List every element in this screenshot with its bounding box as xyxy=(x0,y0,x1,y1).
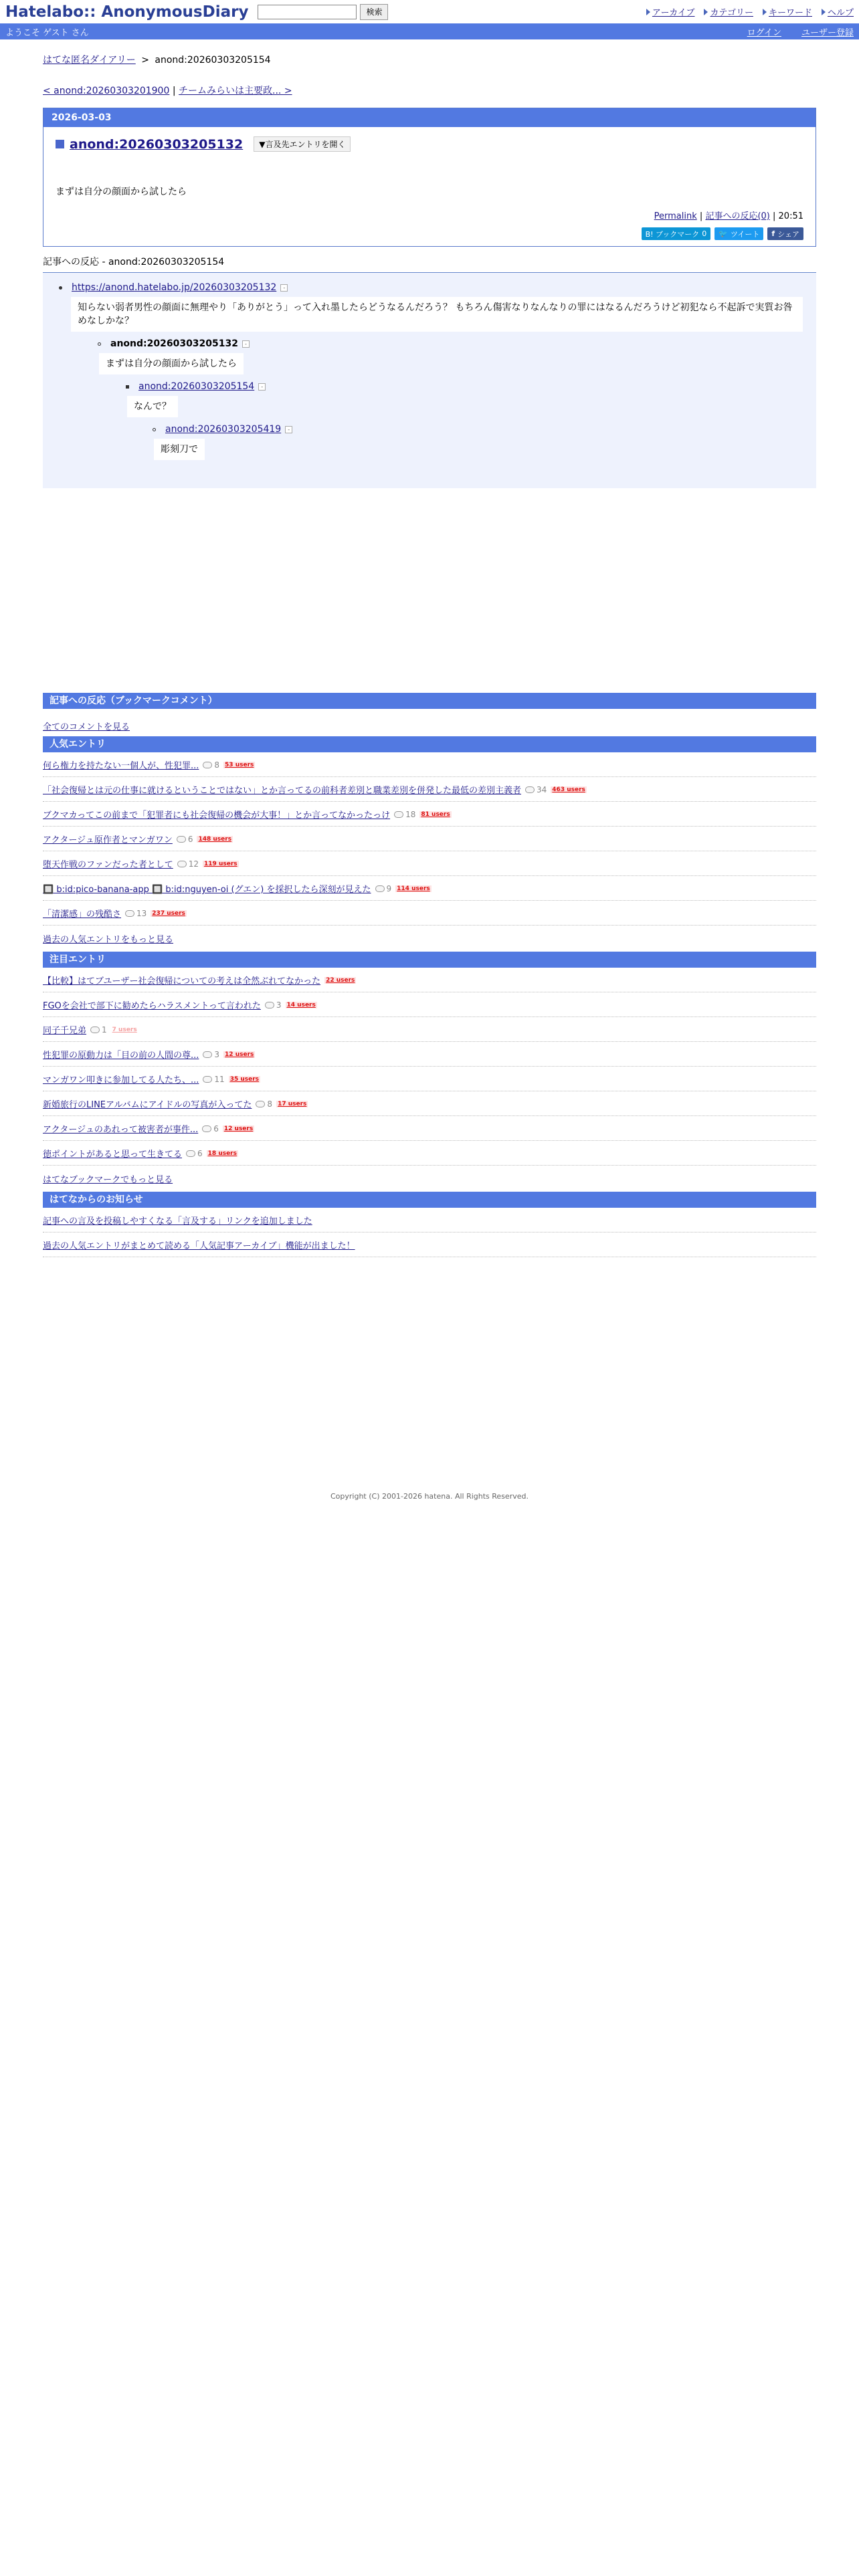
bookmark-users-badge[interactable]: 119 users xyxy=(204,860,237,867)
entry-date: 2026-03-03 xyxy=(43,108,816,127)
list-item xyxy=(43,1042,816,1067)
bookmark-users-badge[interactable]: 14 users xyxy=(286,1001,316,1008)
all-comments-link[interactable]: 全てのコメントを見る xyxy=(43,722,130,732)
square-icon xyxy=(56,140,64,148)
entry-link[interactable]: 徳ポイントがあると思って生きてる xyxy=(43,1150,183,1160)
tree-root-link[interactable]: https://anond.hatelabo.jp/20260303205132 xyxy=(72,282,277,293)
featured-entries-heading: 注目エントリ xyxy=(43,952,816,968)
list-item xyxy=(43,1091,816,1116)
comment-icon xyxy=(177,861,187,867)
entry-link[interactable]: アクタージュのあれって被害者が事件... xyxy=(43,1125,199,1135)
facebook-icon: f xyxy=(771,229,775,238)
bookmark-users-badge[interactable]: 22 users xyxy=(326,976,355,984)
entry-text: まずは自分の顔面から試したら xyxy=(56,187,187,197)
list-item xyxy=(43,851,816,876)
comment-count[interactable]: 6 xyxy=(202,1124,219,1134)
triangle-right-icon xyxy=(646,9,650,15)
featured-more-link[interactable]: はてなブックマークでもっと見る xyxy=(43,1175,173,1185)
next-entry-link[interactable]: チームみらいは主要政... > xyxy=(179,86,292,96)
search-button[interactable]: 検索 xyxy=(360,4,388,20)
entry-link[interactable]: 同子千兄弟 xyxy=(43,1026,87,1036)
bookmark-users-badge[interactable]: 18 users xyxy=(207,1150,237,1157)
bullet-icon xyxy=(126,385,129,389)
comment-count[interactable]: 12 xyxy=(177,859,199,869)
entry-link[interactable]: マンガワン叩きに参加してる人たち、... xyxy=(43,1075,199,1085)
collapse-icon[interactable]: - xyxy=(285,426,292,433)
tree-l3-text: なんで？ xyxy=(127,396,178,417)
news-list xyxy=(43,1208,816,1257)
bookmark-comments-heading: 記事への反応（ブックマークコメント） xyxy=(43,693,816,709)
bookmark-users-badge[interactable]: 463 users xyxy=(552,786,585,793)
comment-count[interactable]: 1 xyxy=(90,1025,107,1035)
entry-link[interactable]: 新婚旅行のLINEアルバムにアイドルの写真が入ってた xyxy=(43,1100,252,1110)
featured-entries-list xyxy=(43,968,816,1166)
news-link[interactable]: 過去の人気エントリがまとめて読める「人気記事アーカイブ」機能が出ました！ xyxy=(43,1241,355,1251)
entry-link[interactable]: 性犯罪の原動力は「目の前の人間の尊... xyxy=(43,1051,199,1061)
main-content xyxy=(43,39,816,1257)
tree-l2-text: まずは自分の顔面から試したら xyxy=(99,353,244,374)
breadcrumb xyxy=(43,53,816,66)
popular-more-link[interactable]: 過去の人気エントリをもっと見る xyxy=(43,935,174,945)
tree-l3-link[interactable]: anond:20260303205154 xyxy=(138,381,255,392)
bookmark-users-badge[interactable]: 237 users xyxy=(152,909,185,917)
list-item xyxy=(43,968,816,992)
entry-pager xyxy=(43,84,816,97)
search-input[interactable] xyxy=(258,5,357,19)
news-item xyxy=(43,1208,816,1232)
comment-icon xyxy=(90,1027,100,1033)
popular-entries-heading: 人気エントリ xyxy=(43,736,816,752)
list-item xyxy=(43,1067,816,1091)
comment-icon xyxy=(265,1002,274,1008)
entry-link[interactable]: 何ら権力を持たない一個人が、性犯罪... xyxy=(43,761,199,771)
triangle-right-icon xyxy=(704,9,708,15)
bookmark-users-badge[interactable]: 114 users xyxy=(397,885,430,892)
popular-entries-list xyxy=(43,752,816,926)
comment-count[interactable]: 34 xyxy=(525,785,547,794)
news-item xyxy=(43,1232,816,1257)
top-bar xyxy=(0,0,859,23)
entry-link[interactable]: 堕天作戦のファンだった者として xyxy=(43,860,173,870)
entry-body xyxy=(43,127,816,246)
comment-count[interactable]: 6 xyxy=(177,835,193,844)
tree-level-2 xyxy=(54,338,805,467)
list-item xyxy=(43,1017,816,1042)
entry-link[interactable]: ブクマカってこの前まで「犯罪者にも社会復帰の機会が大事！」とか言ってなかったっけ xyxy=(43,811,391,821)
triangle-right-icon xyxy=(822,9,826,15)
tree-level-3 xyxy=(98,381,805,467)
comment-icon xyxy=(203,1076,212,1083)
list-item xyxy=(43,802,816,827)
list-item xyxy=(43,876,816,901)
comment-icon xyxy=(186,1150,195,1157)
register-link[interactable]: ユーザー登録 xyxy=(801,27,854,38)
login-link[interactable]: ログイン xyxy=(747,27,781,38)
footer-divider: | xyxy=(773,211,776,221)
comment-icon xyxy=(177,836,186,843)
entry-footer xyxy=(654,209,803,221)
comment-icon xyxy=(125,910,134,917)
comment-icon xyxy=(203,1051,212,1058)
bookmark-users-badge[interactable]: 53 users xyxy=(225,761,254,768)
entry-link[interactable]: FGOを会社で部下に勧めたらハラスメントって言われた xyxy=(43,1001,261,1011)
comment-count[interactable]: 8 xyxy=(256,1099,272,1109)
bullet-icon xyxy=(153,428,156,431)
tree-l4-link[interactable]: anond:20260303205419 xyxy=(165,424,282,435)
bookmark-users-badge[interactable]: 81 users xyxy=(421,811,450,818)
welcome-text: ようこそ ゲスト さん xyxy=(5,27,89,38)
user-bar xyxy=(0,23,859,39)
entry-link[interactable]: 【比較】はてブユーザー社会復帰についての考えは全然ぶれてなかった xyxy=(43,976,321,986)
collapse-icon[interactable]: - xyxy=(280,284,288,292)
permalink[interactable]: Permalink xyxy=(654,211,697,221)
bookmark-users-badge[interactable]: 17 users xyxy=(278,1100,307,1107)
breadcrumb-root[interactable]: はてな匿名ダイアリー xyxy=(43,55,136,66)
list-item xyxy=(43,827,816,851)
comment-icon xyxy=(202,1125,211,1132)
tree-l4-text: 彫刻刀で xyxy=(154,439,205,460)
comment-count[interactable]: 6 xyxy=(186,1149,203,1158)
comment-icon xyxy=(256,1101,265,1107)
comment-icon xyxy=(375,885,385,892)
site-logo[interactable]: Hatelabo:: AnonymousDiary xyxy=(5,3,249,21)
comment-count[interactable]: 11 xyxy=(203,1075,224,1084)
triangle-right-icon xyxy=(763,9,767,15)
list-item xyxy=(43,901,816,926)
news-heading: はてなからのお知らせ xyxy=(43,1192,816,1208)
prev-entry-link[interactable]: < anond:20260303201900 xyxy=(43,86,170,96)
nav-category[interactable]: カテゴリー xyxy=(704,5,753,18)
top-nav xyxy=(646,5,854,18)
list-item xyxy=(43,992,816,1017)
list-item xyxy=(43,777,816,802)
list-item xyxy=(43,1141,816,1166)
bookmark-users-badge[interactable]: 35 users xyxy=(229,1075,260,1083)
nav-archive[interactable]: アーカイブ xyxy=(646,5,695,18)
entry-box xyxy=(43,108,816,247)
tree-level-4 xyxy=(126,424,805,467)
refs-heading: 記事への反応 - anond:20260303205154 xyxy=(43,252,816,273)
entry-time: 20:51 xyxy=(778,211,803,221)
bookmark-users-badge[interactable]: 7 users xyxy=(112,1026,137,1033)
tree-root-text: 知らない弱者男性の顔面に無理やり「ありがとう」って入れ墨したらどうなるんだろう？ もちろん傷害なりなんなりの罪にはなるんだろうけど初犯なら不起訴で実質お咎めなしかな？ xyxy=(71,297,803,332)
refs-link[interactable]: 記事への反応(0) xyxy=(705,211,770,221)
footer-divider: | xyxy=(699,211,703,221)
bookmark-users-badge[interactable]: 12 users xyxy=(225,1051,254,1058)
share-row xyxy=(642,227,803,240)
tree-root xyxy=(54,282,805,467)
entry-link[interactable]: 🔲 b:id:pico-banana-app 🔲 b:id:nguyen-oi (グエン) を採択したら深刻が見えた xyxy=(43,885,371,895)
ad-space xyxy=(43,488,816,693)
entry-link[interactable]: アクタージュ原作者とマンガワン xyxy=(43,835,173,845)
tweet-button[interactable]: 🐦 ツイート xyxy=(714,227,763,240)
list-item xyxy=(43,752,816,777)
bookmark-count: 0 xyxy=(702,229,707,238)
hatena-bookmark-button[interactable]: B! ブックマーク 0 xyxy=(642,227,711,240)
open-refs-button[interactable]: ▼言及先エントリを開く xyxy=(254,136,351,152)
comment-count[interactable]: 8 xyxy=(203,760,219,770)
comment-icon xyxy=(203,762,212,768)
bookmark-users-badge[interactable]: 148 users xyxy=(198,835,232,843)
bird-icon: 🐦 xyxy=(719,229,728,238)
bullet-icon xyxy=(59,286,62,290)
refs-tree xyxy=(43,273,816,488)
collapse-icon[interactable]: - xyxy=(258,383,266,391)
pager-divider: | xyxy=(172,86,176,96)
breadcrumb-current: anond:20260303205154 xyxy=(155,55,271,66)
tree-l2-title: anond:20260303205132 xyxy=(110,338,238,349)
comment-count[interactable]: 3 xyxy=(265,1000,282,1010)
collapse-icon[interactable]: - xyxy=(242,340,250,348)
entry-title[interactable]: anond:20260303205132 xyxy=(70,136,244,152)
bullet-icon xyxy=(98,342,101,346)
nav-keyword[interactable]: キーワード xyxy=(763,5,812,18)
comment-count[interactable]: 18 xyxy=(394,810,415,819)
comment-icon xyxy=(394,811,403,818)
comment-icon xyxy=(525,786,535,793)
breadcrumb-separator: > xyxy=(141,55,149,66)
nav-help[interactable]: ヘルプ xyxy=(822,5,854,18)
entry-link[interactable]: 「社会復帰とは元の仕事に就けるということではない」とか言ってるの前科者差別と職業差別を併発した最低の差別主義者 xyxy=(43,786,522,796)
comment-count[interactable]: 3 xyxy=(203,1050,219,1059)
facebook-share-button[interactable]: f シェア xyxy=(767,227,803,240)
entry-link[interactable]: 「清潔感」の残酷さ xyxy=(43,909,122,920)
footer-copyright: Copyright (C) 2001-2026 hatena. All Rights Reserved. xyxy=(330,1492,529,1501)
comment-count[interactable]: 13 xyxy=(125,909,147,918)
list-item xyxy=(43,1116,816,1141)
bookmark-users-badge[interactable]: 12 users xyxy=(223,1125,254,1132)
news-link[interactable]: 記事への言及を投稿しやすくなる「言及する」リンクを追加しました xyxy=(43,1216,312,1226)
comment-count[interactable]: 9 xyxy=(375,884,392,893)
